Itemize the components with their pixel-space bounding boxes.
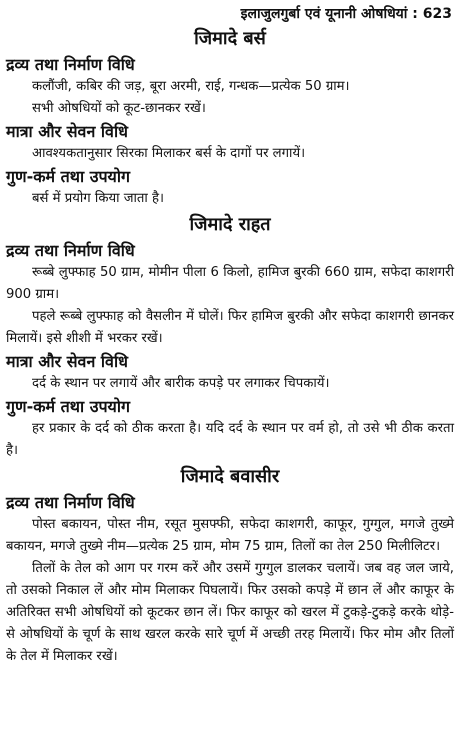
subheading: द्रव्य तथा निर्माण विधि xyxy=(6,55,135,74)
running-head: इलाजुलगुर्बा एवं यूनानी ओषधियां : 623 xyxy=(240,6,452,22)
subheading: द्रव्य तथा निर्माण विधि xyxy=(6,493,135,512)
section-title: जिमादे बवासीर xyxy=(180,466,280,487)
subheading: द्रव्य तथा निर्माण विधि xyxy=(6,241,135,260)
subheading: गुण-कर्म तथा उपयोग xyxy=(6,397,130,416)
subheading: गुण-कर्म तथा उपयोग xyxy=(6,167,130,186)
paragraph: पोस्त बकायन, पोस्त नीम, रसूत मुसफ्फी, सफेदा काशगरी, काफूर, गुग्गुल, मगजे तुख्मे बकायन, मगजे तुख्मे नीम—प्रत्येक 25 ग्राम, मोम 75 ग्राम, तिलों का तेल 250 मिलीलिटर। xyxy=(6,517,454,554)
section-jimade-bars xyxy=(6,26,454,210)
paragraph: हर प्रकार के दर्द को ठीक करता है। यदि दर्द के स्थान पर वर्म हो, तो उसे भी ठीक करता है। xyxy=(6,421,454,458)
paragraph: बर्स में प्रयोग किया जाता है। xyxy=(32,191,165,206)
section-jimade-rahat xyxy=(6,212,454,462)
paragraph: आवश्यकतानुसार सिरका मिलाकर बर्स के दागों पर लगायें। xyxy=(32,146,306,161)
paragraph: तिलों के तेल को आग पर गरम करें और उसमें गुग्गुल डालकर चलायें। जब वह जल जाये, तो उसको निकाल लें और मोम मिलाकर पिघलायें। फिर उसको कपड़े में छान लें और काफूर के अतिरिक्त सभी ओषधियों को कूटकर छान लें। फिर काफूर को खरल में टुकड़े-टुकड़े करके थोड़े-से ओषधियों के चूर्ण के साथ खरल करके सारे चूर्ण में अच्छी तरह मिलायें। फिर मोम और तिलों के तेल में मिलाकर रखें। xyxy=(6,561,454,664)
subheading: मात्रा और सेवन विधि xyxy=(6,352,128,371)
subheading: मात्रा और सेवन विधि xyxy=(6,122,128,141)
paragraph: सभी ओषधियों को कूट-छानकर रखें। xyxy=(32,101,206,116)
paragraph: पहले रूब्बे लुफ्फाह को वैसलीन में घोलें। फिर हामिज बुरकी और सफेदा काशगरी छानकर मिलायें। इसे शीशी में भरकर रखें। xyxy=(6,309,454,346)
section-jimade-bawasir xyxy=(6,464,454,668)
paragraph: कलौंजी, कबिर की जड़, बूरा अरमी, राई, गन्धक—प्रत्येक 50 ग्राम। xyxy=(32,79,350,94)
paragraph: रूब्बे लुफ्फाह 50 ग्राम, मोमीन पीला 6 किलो, हामिज बुरकी 660 ग्राम, सफेदा काशगरी 900 ग्राम। xyxy=(6,265,454,302)
section-title: जिमादे राहत xyxy=(189,214,271,235)
paragraph: दर्द के स्थान पर लगायें और बारीक कपड़े पर लगाकर चिपकायें। xyxy=(32,376,330,391)
section-title: जिमादे बर्स xyxy=(194,28,266,49)
